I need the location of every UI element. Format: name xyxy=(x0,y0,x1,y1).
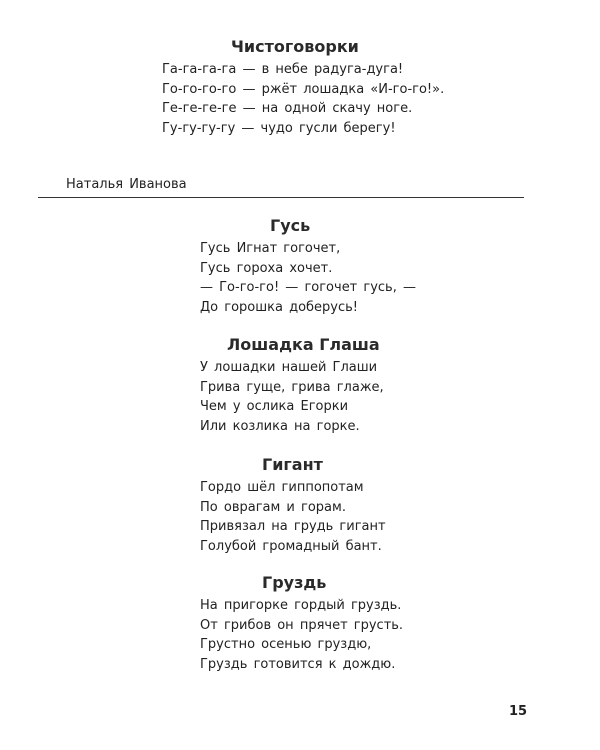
verse-line: У лошадки нашей Глаши xyxy=(200,360,378,375)
verse-line: Привязал на грудь гигант xyxy=(200,519,386,534)
verse-line: Грива гуще, грива глаже, xyxy=(200,379,384,395)
verse-line: Гу-гу-гу-гу — чудо гусли берегу! xyxy=(162,120,396,136)
verse-line: Гордо шёл гиппопотам xyxy=(200,480,364,495)
poem-title: Лошадка Глаша xyxy=(227,335,380,354)
verse-line: Гусь Игнат гогочет, xyxy=(200,241,341,256)
verse-line: — Го-го-го! — гогочет гусь, — xyxy=(200,280,416,295)
poem-text xyxy=(200,358,384,436)
verse-line: Груздь готовится к дождю. xyxy=(200,656,396,672)
verse-line: Грустно осенью груздю, xyxy=(200,637,372,652)
poem-text xyxy=(200,478,386,556)
divider-line xyxy=(38,197,524,198)
verse-line: До горошка доберусь! xyxy=(200,299,359,315)
poem-text xyxy=(200,596,403,674)
verse-line: Или козлика на горке. xyxy=(200,418,360,434)
section-title: Чистоговорки xyxy=(231,37,359,56)
tongue-twister-list xyxy=(162,60,444,138)
verse-line: Голубой громадный бант. xyxy=(200,538,382,554)
verse-line: Гусь гороха хочет. xyxy=(200,260,333,276)
poem-title: Гусь xyxy=(270,216,311,235)
poem-title: Груздь xyxy=(262,573,327,592)
verse-line: По оврагам и горам. xyxy=(200,499,346,515)
poem-title: Гигант xyxy=(262,455,323,474)
verse-line: Чем у ослика Егорки xyxy=(200,399,349,414)
page-number: 15 xyxy=(509,704,528,719)
verse-line: На пригорке гордый груздь. xyxy=(200,598,402,613)
verse-line: Ге-ге-ге-ге — на одной скачу ноге. xyxy=(162,101,413,116)
verse-line: Го-го-го-го — ржёт лошадка «И-го-го!». xyxy=(162,81,445,97)
author-name: Наталья Иванова xyxy=(66,177,187,192)
verse-line: От грибов он прячет грусть. xyxy=(200,617,404,633)
verse-line: Га-га-га-га — в небе радуга-дуга! xyxy=(162,62,404,77)
poem-text xyxy=(200,239,416,317)
